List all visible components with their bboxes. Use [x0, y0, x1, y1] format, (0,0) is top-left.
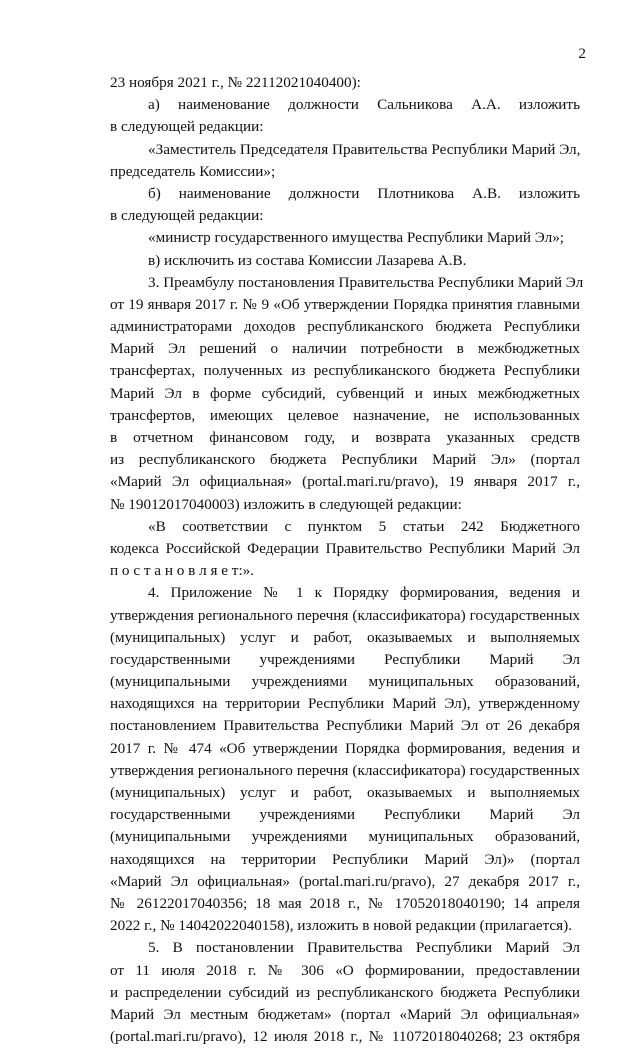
text-line: (portal.mari.ru/pravo), 12 июля 2018 г., № 11072018040268; 23 октября [110, 1028, 580, 1046]
text-line: от 19 января 2017 г. № 9 «Об утверждении Порядка принятия главными [110, 295, 580, 313]
text-line: а) наименование должности Сальникова А.А. изложить [148, 96, 580, 114]
text-line: 23 ноября 2021 г., № 22112021040400): [110, 74, 361, 91]
text-line: администраторами доходов республиканского бюджета Республики [110, 318, 580, 336]
text-line: № 26122017040356; 18 мая 2018 г., № 17052018040190; 14 апреля [110, 894, 580, 912]
text-line: 3. Преамбулу постановления Правительства Республики Марий Эл [148, 273, 584, 291]
text-line: в следующей редакции: [110, 207, 264, 225]
text-line: в) исключить из состава Комиссии Лазарева А.В. [148, 251, 467, 269]
text-line: «Заместитель Председателя Правительства Республики Марий Эл, [148, 140, 581, 158]
text-line: утверждения регионального перечня (классификатора) государственных [110, 606, 580, 624]
text-line: (муниципальных) услуг и работ, оказываемых и выполняемых [110, 784, 580, 801]
text-line: (муниципальными учреждениями муниципальных образований, [110, 673, 580, 691]
text-line: государственными учреждениями Республики Марий Эл [110, 650, 580, 668]
text-line: 2022 г., № 14042022040158), изложить в новой редакции (прилагается). [110, 917, 573, 935]
text-line: государственными учреждениями Республики Марий Эл [110, 806, 580, 824]
text-line: в следующей редакции: [110, 118, 264, 136]
text-line: кодекса Российской Федерации Правительство Республики Марий Эл [110, 539, 580, 557]
text-line: находящихся на территории Республики Марий Эл), утвержденному [110, 695, 580, 713]
text-line: в отчетном финансовом году, и возврата указанных средств [110, 429, 580, 446]
text-line: находящихся на территории Республики Марий Эл)» (портал [110, 850, 580, 868]
text-line: трансфертах, полученных из республиканского бюджета Республики [110, 362, 580, 380]
text-line: «Марий Эл официальная» (portal.mari.ru/pravo), 27 декабря 2017 г., [110, 872, 580, 890]
text-line: председатель Комиссии»; [110, 162, 276, 180]
text-line: трансфертов, имеющих целевое назначение, не использованных [110, 406, 580, 424]
text-line: 4. Приложение № 1 к Порядку формирования, ведения и [148, 584, 580, 602]
text-line: «В соответствии с пунктом 5 статьи 242 Бюджетного [148, 517, 580, 535]
text-line: Марий Эл местным бюджетам» (портал «Марий Эл официальная» [110, 1005, 580, 1023]
text-line: (муниципальных) услуг и работ, оказываемых и выполняемых [110, 628, 580, 646]
text-line: и распределении субсидий из республиканского бюджета Республики [110, 983, 580, 1001]
text-line: п о с т а н о в л я е т:». [110, 562, 255, 580]
text-line: Марий Эл решений о наличии потребности в межбюджетных [110, 340, 580, 358]
text-line: «министр государственного имущества Республики Марий Эл»; [148, 229, 565, 247]
text-line: 5. В постановлении Правительства Республики Марий Эл [148, 939, 580, 957]
text-line: № 19012017040003) изложить в следующей редакции: [110, 495, 462, 513]
page-number: 2 [578, 45, 586, 62]
document-body [110, 72, 584, 1048]
text-line: «Марий Эл официальная» (portal.mari.ru/pravo), 19 января 2017 г., [110, 473, 580, 491]
text-line: Марий Эл в форме субсидий, субвенций и иных межбюджетных [110, 384, 580, 402]
text-line: постановлением Правительства Республики Марий Эл от 26 декабря [110, 717, 580, 735]
text-line: 2017 г. № 474 «Об утверждении Порядка формирования, ведения и [110, 739, 580, 757]
text-line: утверждения регионального перечня (классификатора) государственных [110, 761, 580, 779]
text-line: из республиканского бюджета Республики Марий Эл» (портал [110, 451, 580, 469]
text-line: (муниципальными учреждениями муниципальных образований, [110, 828, 580, 846]
text-line: от 11 июля 2018 г. № 306 «О формировании, предоставлении [110, 961, 580, 979]
text-line: б) наименование должности Плотникова А.В. изложить [148, 184, 580, 202]
